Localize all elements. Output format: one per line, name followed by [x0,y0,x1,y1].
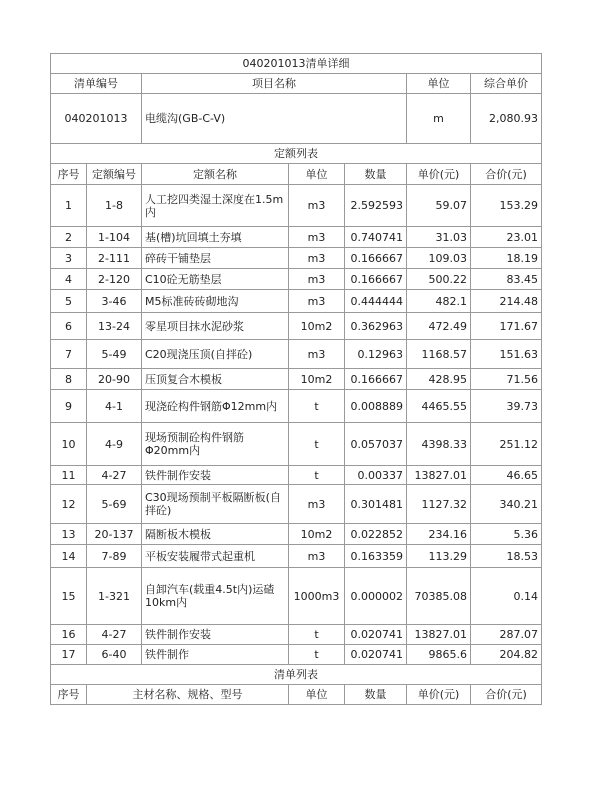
quota-code: 1-321 [87,568,142,625]
quota-unit-price: 9865.6 [407,645,471,665]
name-header: 项目名称 [142,74,407,94]
quota-unit-price: 4398.33 [407,423,471,466]
quota-name: C30现场预制平板隔断板(自拌砼) [142,485,289,524]
quota-name: 压顶复合木模板 [142,369,289,390]
quota-unit: t [289,390,345,423]
price-header: 综合单价 [471,74,542,94]
quota-name: 自卸汽车(载重4.5t内)运碴10km内 [142,568,289,625]
quota-unit-price-header: 单价(元) [407,164,471,185]
quota-seq: 16 [51,625,87,645]
quota-total: 18.53 [471,545,542,568]
quota-unit-price: 500.22 [407,269,471,290]
item-code: 040201013 [51,94,142,144]
quota-total: 23.01 [471,227,542,248]
quota-code: 4-9 [87,423,142,466]
quota-total: 71.56 [471,369,542,390]
material-name-header: 主材名称、规格、型号 [87,685,289,705]
quota-code: 4-27 [87,466,142,485]
quota-unit-price: 59.07 [407,185,471,227]
quota-name: 铁件制作 [142,645,289,665]
quota-unit-price: 70385.08 [407,568,471,625]
quota-code: 20-137 [87,524,142,545]
quota-qty: 0.008889 [345,390,407,423]
table-row [51,290,542,313]
quota-total: 0.14 [471,568,542,625]
quota-name: 零星项目抹水泥砂浆 [142,313,289,340]
quota-name: 现场预制砼构件钢筋Φ20mm内 [142,423,289,466]
quota-total: 153.29 [471,185,542,227]
quota-unit: 10m2 [289,524,345,545]
quota-unit: m3 [289,269,345,290]
quota-name: 人工挖四类湿土深度在1.5m内 [142,185,289,227]
quota-unit-price: 113.29 [407,545,471,568]
quota-unit: m3 [289,545,345,568]
quota-unit: m3 [289,248,345,269]
quota-unit: m3 [289,485,345,524]
table-row [51,369,542,390]
quota-qty: 0.362963 [345,313,407,340]
quota-seq: 1 [51,185,87,227]
table-row [51,269,542,290]
quota-unit: 10m2 [289,313,345,340]
quota-unit-price: 1168.57 [407,340,471,369]
material-qty-header: 数量 [345,685,407,705]
quota-unit-header: 单位 [289,164,345,185]
quota-code: 3-46 [87,290,142,313]
quota-seq: 5 [51,290,87,313]
quota-total: 39.73 [471,390,542,423]
quota-unit-price: 1127.32 [407,485,471,524]
quota-total: 18.19 [471,248,542,269]
quota-total: 287.07 [471,625,542,645]
quota-seq: 7 [51,340,87,369]
material-unit-price-header: 单价(元) [407,685,471,705]
quota-name-header: 定额名称 [142,164,289,185]
quota-total-header: 合价(元) [471,164,542,185]
quota-qty-header: 数量 [345,164,407,185]
quota-total: 171.67 [471,313,542,340]
quota-unit-price: 482.1 [407,290,471,313]
quota-total: 251.12 [471,423,542,466]
table-row [51,466,542,485]
code-header: 清单编号 [51,74,142,94]
quota-seq: 8 [51,369,87,390]
quota-unit-price: 428.95 [407,369,471,390]
table-row [51,625,542,645]
quota-qty: 0.301481 [345,485,407,524]
quota-code-header: 定额编号 [87,164,142,185]
item-price: 2,080.93 [471,94,542,144]
quota-unit: 10m2 [289,369,345,390]
quota-unit: t [289,645,345,665]
table-row [51,313,542,340]
material-section-title: 清单列表 [51,665,542,685]
quota-unit-price: 109.03 [407,248,471,269]
quota-qty: 0.12963 [345,340,407,369]
quota-total: 46.65 [471,466,542,485]
quota-seq: 2 [51,227,87,248]
quota-unit-price: 4465.55 [407,390,471,423]
quota-unit: t [289,466,345,485]
quota-unit-price: 13827.01 [407,625,471,645]
table-row [51,545,542,568]
quota-qty: 0.166667 [345,269,407,290]
quota-seq: 11 [51,466,87,485]
table-row [51,340,542,369]
quota-qty: 0.022852 [345,524,407,545]
quota-name: C20现浇压顶(自拌砼) [142,340,289,369]
table-row [51,645,542,665]
quota-name: M5标准砖砖砌地沟 [142,290,289,313]
quota-seq: 9 [51,390,87,423]
quota-unit-price: 234.16 [407,524,471,545]
quota-name: 铁件制作安装 [142,466,289,485]
quota-total: 214.48 [471,290,542,313]
quota-name: 现浇砼构件钢筋Φ12mm内 [142,390,289,423]
table-row [51,485,542,524]
quota-seq: 6 [51,313,87,340]
quota-section-title: 定额列表 [51,144,542,164]
quota-unit: t [289,625,345,645]
table-row [51,423,542,466]
quota-qty: 0.166667 [345,369,407,390]
quota-code: 6-40 [87,645,142,665]
quota-code: 2-111 [87,248,142,269]
quota-qty: 0.057037 [345,423,407,466]
quota-code: 5-49 [87,340,142,369]
quota-seq: 14 [51,545,87,568]
quota-code: 1-8 [87,185,142,227]
quota-unit-price: 472.49 [407,313,471,340]
quota-code: 20-90 [87,369,142,390]
quota-qty: 0.163359 [345,545,407,568]
quota-qty: 2.592593 [345,185,407,227]
quota-total: 340.21 [471,485,542,524]
quota-code: 1-104 [87,227,142,248]
material-seq-header: 序号 [51,685,87,705]
quota-seq: 13 [51,524,87,545]
material-unit-header: 单位 [289,685,345,705]
quota-seq: 10 [51,423,87,466]
quota-total: 5.36 [471,524,542,545]
item-unit: m [407,94,471,144]
quota-unit-price: 13827.01 [407,466,471,485]
quota-qty: 0.444444 [345,290,407,313]
detail-table [50,53,542,705]
quota-seq: 12 [51,485,87,524]
table-row [51,227,542,248]
quota-seq: 3 [51,248,87,269]
quota-code: 4-1 [87,390,142,423]
quota-total: 83.45 [471,269,542,290]
quota-seq: 17 [51,645,87,665]
quota-qty: 0.000002 [345,568,407,625]
quota-unit: m3 [289,185,345,227]
table-row [51,248,542,269]
quota-name: 铁件制作安装 [142,625,289,645]
quota-name: 平板安装履带式起重机 [142,545,289,568]
quota-name: C10砼无筋垫层 [142,269,289,290]
unit-header: 单位 [407,74,471,94]
quota-qty: 0.740741 [345,227,407,248]
table-row [51,185,542,227]
quota-unit: t [289,423,345,466]
quota-total: 204.82 [471,645,542,665]
item-name: 电缆沟(GB-C-V) [142,94,407,144]
quota-code: 5-69 [87,485,142,524]
quota-unit: 1000m3 [289,568,345,625]
quota-qty: 0.020741 [345,625,407,645]
quota-qty: 0.00337 [345,466,407,485]
quota-unit: m3 [289,290,345,313]
quota-seq: 15 [51,568,87,625]
quota-qty: 0.166667 [345,248,407,269]
quota-unit: m3 [289,227,345,248]
quota-total: 151.63 [471,340,542,369]
table-title: 040201013清单详细 [51,54,542,74]
quota-code: 13-24 [87,313,142,340]
quota-name: 隔断板木模板 [142,524,289,545]
table-row [51,390,542,423]
quota-unit: m3 [289,340,345,369]
table-row [51,524,542,545]
quota-unit-price: 31.03 [407,227,471,248]
quota-code: 7-89 [87,545,142,568]
quota-seq: 4 [51,269,87,290]
table-row [51,568,542,625]
quota-code: 4-27 [87,625,142,645]
quota-code: 2-120 [87,269,142,290]
quota-name: 基(槽)坑回填土夯填 [142,227,289,248]
quota-name: 碎砖干铺垫层 [142,248,289,269]
quota-seq-header: 序号 [51,164,87,185]
material-total-header: 合价(元) [471,685,542,705]
quota-qty: 0.020741 [345,645,407,665]
